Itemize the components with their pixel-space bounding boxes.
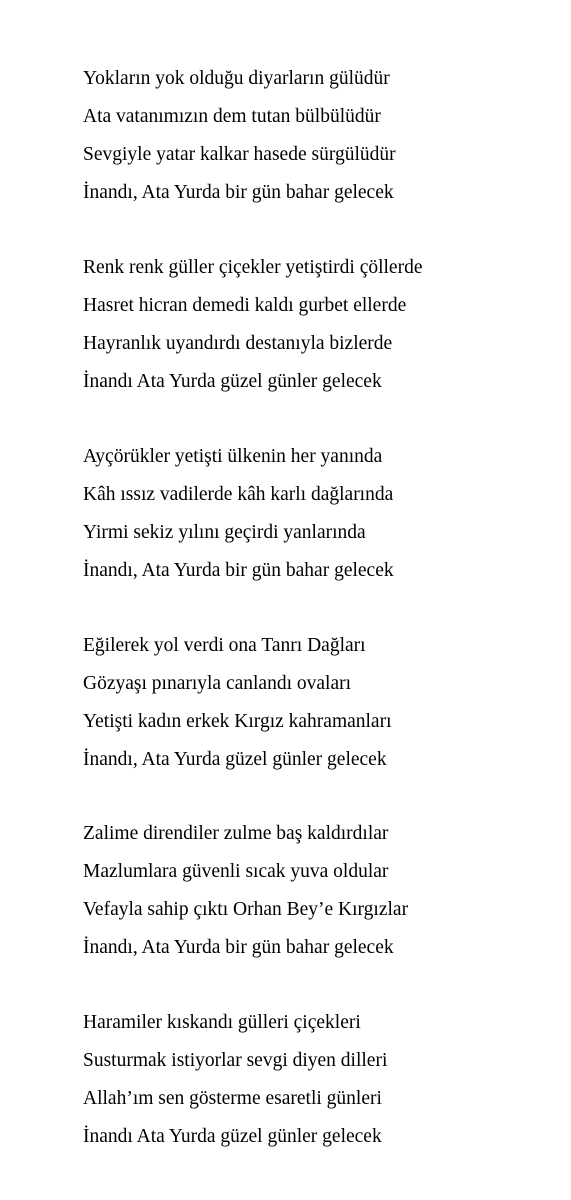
stanza <box>83 1004 553 1156</box>
poem-line: Vefayla sahip çıktı Orhan Bey’e Kırgızlar <box>83 899 409 920</box>
stanza <box>83 60 553 212</box>
poem-line: Kâh ıssız vadilerde kâh karlı dağlarında <box>83 484 394 505</box>
poem-line: Yetişti kadın erkek Kırgız kahramanları <box>83 711 392 732</box>
poem-line: Gözyaşı pınarıyla canlandı ovaları <box>83 673 352 694</box>
stanza <box>83 438 553 590</box>
poem-line: Yirmi sekiz yılını geçirdi yanlarında <box>83 522 366 543</box>
poem-line: Yokların yok olduğu diyarların gülüdür <box>83 68 390 89</box>
poem-line: Susturmak istiyorlar sevgi diyen dilleri <box>83 1050 388 1071</box>
poem-line: Hayranlık uyandırdı destanıyla bizlerde <box>83 333 393 354</box>
poem-line: Eğilerek yol verdi ona Tanrı Dağları <box>83 635 366 656</box>
poem-refrain-line: İnandı, Ata Yurda bir gün bahar gelecek <box>83 937 394 958</box>
poem-line: Zalime direndiler zulme baş kaldırdılar <box>83 823 389 844</box>
stanza <box>83 627 553 779</box>
poem-line: Ayçörükler yetişti ülkenin her yanında <box>83 446 383 467</box>
poem-refrain-line: İnandı Ata Yurda güzel günler gelecek <box>83 371 382 392</box>
poem-refrain-line: İnandı Ata Yurda güzel günler gelecek <box>83 1126 382 1147</box>
poem-line: Renk renk güller çiçekler yetiştirdi çöllerde <box>83 257 423 278</box>
poem-line: Hasret hicran demedi kaldı gurbet ellerde <box>83 295 407 316</box>
stanza <box>83 249 553 401</box>
poem-line: Sevgiyle yatar kalkar hasede sürgülüdür <box>83 144 396 165</box>
poem-refrain-line: İnandı, Ata Yurda bir gün bahar gelecek <box>83 560 394 581</box>
stanza <box>83 815 553 967</box>
poem-line: Mazlumlara güvenli sıcak yuva oldular <box>83 861 389 882</box>
poem-line: Allah’ım sen gösterme esaretli günleri <box>83 1088 382 1109</box>
poem-line: Ata vatanımızın dem tutan bülbülüdür <box>83 106 381 127</box>
poem-refrain-line: İnandı, Ata Yurda bir gün bahar gelecek <box>83 182 394 203</box>
poem-line: Haramiler kıskandı gülleri çiçekleri <box>83 1012 361 1033</box>
poem-refrain-line: İnandı, Ata Yurda güzel günler gelecek <box>83 749 387 770</box>
